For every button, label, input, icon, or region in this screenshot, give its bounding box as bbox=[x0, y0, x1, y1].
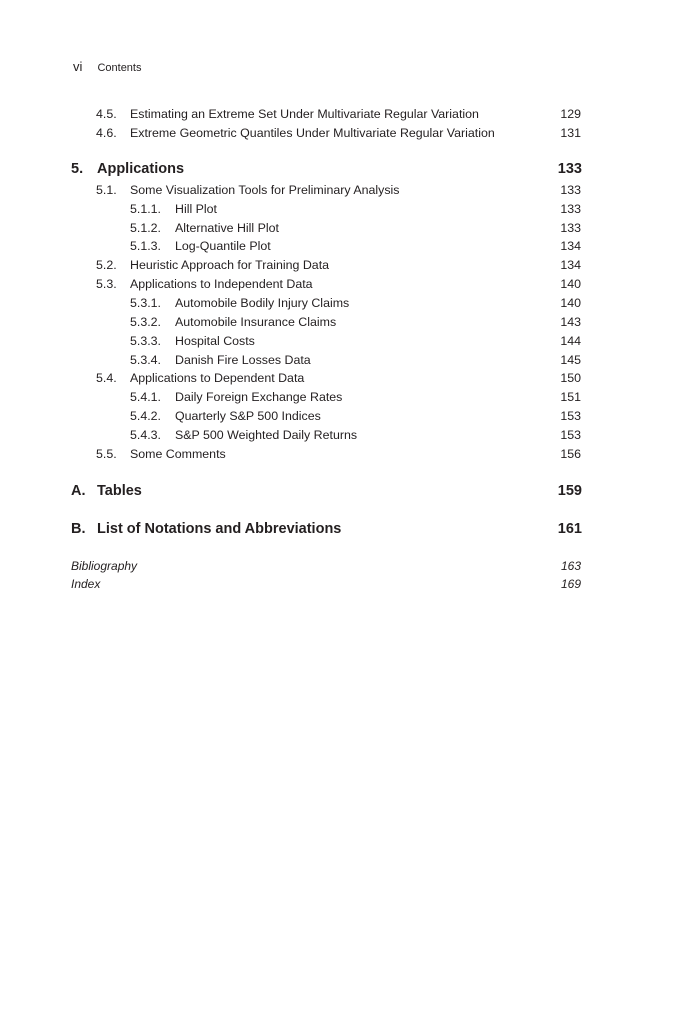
chapter-title: Applications bbox=[97, 161, 185, 177]
toc-entry[interactable] bbox=[0, 353, 682, 371]
entry-page: 133 bbox=[560, 202, 581, 216]
entry-number: 5.3.2. bbox=[130, 315, 162, 329]
entry-title: Hill Plot bbox=[175, 202, 217, 216]
toc-entry[interactable] bbox=[0, 183, 682, 201]
backmatter-title: Index bbox=[71, 577, 101, 591]
toc-entry[interactable] bbox=[0, 296, 682, 314]
running-header bbox=[73, 59, 141, 74]
entry-title: Some Visualization Tools for Preliminary Analysis bbox=[130, 183, 400, 197]
entry-page: 156 bbox=[560, 447, 581, 461]
entry-number: 5.4.2. bbox=[130, 409, 162, 423]
entry-number: 5.1.1. bbox=[130, 202, 162, 216]
entry-page: 134 bbox=[560, 258, 581, 272]
toc-chapter[interactable] bbox=[0, 483, 682, 503]
toc-entry[interactable] bbox=[0, 334, 682, 352]
chapter-number: B. bbox=[71, 521, 86, 537]
entry-page: 144 bbox=[560, 334, 581, 348]
backmatter-page: 163 bbox=[560, 559, 581, 573]
toc-entry[interactable] bbox=[0, 258, 682, 276]
chapter-page: 133 bbox=[557, 161, 582, 177]
entry-title: Daily Foreign Exchange Rates bbox=[175, 390, 343, 404]
entry-number: 5.1.3. bbox=[130, 239, 162, 253]
toc-entry[interactable] bbox=[0, 126, 682, 144]
entry-number: 5.4. bbox=[96, 371, 117, 385]
entry-number: 5.3.4. bbox=[130, 353, 162, 367]
entry-page: 129 bbox=[560, 107, 581, 121]
entry-page: 153 bbox=[560, 428, 581, 442]
chapter-number: 5. bbox=[71, 161, 84, 177]
entry-number: 5.3. bbox=[96, 277, 117, 291]
toc-entry[interactable] bbox=[0, 371, 682, 389]
chapter-page: 161 bbox=[557, 521, 582, 537]
entry-page: 140 bbox=[560, 296, 581, 310]
entry-number: 5.1.2. bbox=[130, 221, 162, 235]
entry-page: 153 bbox=[560, 409, 581, 423]
toc-chapter[interactable] bbox=[0, 521, 682, 541]
entry-page: 150 bbox=[560, 371, 581, 385]
running-title: Contents bbox=[97, 62, 142, 74]
entry-title: Automobile Insurance Claims bbox=[175, 315, 337, 329]
backmatter-title: Bibliography bbox=[71, 559, 138, 573]
chapter-title: Tables bbox=[97, 483, 142, 499]
entry-page: 131 bbox=[560, 126, 581, 140]
entry-page: 143 bbox=[560, 315, 581, 329]
entry-title: S&P 500 Weighted Daily Returns bbox=[175, 428, 358, 442]
backmatter-page: 169 bbox=[560, 577, 581, 591]
entry-title: Automobile Bodily Injury Claims bbox=[175, 296, 350, 310]
entry-page: 140 bbox=[560, 277, 581, 291]
entry-title: Estimating an Extreme Set Under Multivariate Regular Variation bbox=[130, 107, 479, 121]
toc-entry[interactable] bbox=[0, 428, 682, 446]
entry-number: 5.4.1. bbox=[130, 390, 162, 404]
chapter-number: A. bbox=[71, 483, 86, 499]
entry-number: 4.5. bbox=[96, 107, 117, 121]
chapter-title: List of Notations and Abbreviations bbox=[97, 521, 342, 537]
entry-title: Danish Fire Losses Data bbox=[175, 353, 311, 367]
entry-number: 5.4.3. bbox=[130, 428, 162, 442]
entry-number: 5.1. bbox=[96, 183, 117, 197]
entry-title: Hospital Costs bbox=[175, 334, 255, 348]
entry-title: Extreme Geometric Quantiles Under Multivariate Regular Variation bbox=[130, 126, 495, 140]
entry-title: Applications to Independent Data bbox=[130, 277, 313, 291]
entry-title: Applications to Dependent Data bbox=[130, 371, 305, 385]
entry-title: Some Comments bbox=[130, 447, 226, 461]
entry-page: 133 bbox=[560, 221, 581, 235]
toc-entry[interactable] bbox=[0, 390, 682, 408]
entry-number: 5.5. bbox=[96, 447, 117, 461]
toc-entry[interactable] bbox=[0, 409, 682, 427]
entry-page: 145 bbox=[560, 353, 581, 367]
entry-page: 133 bbox=[560, 183, 581, 197]
entry-page: 151 bbox=[560, 390, 581, 404]
entry-number: 5.3.3. bbox=[130, 334, 162, 348]
toc-backmatter[interactable] bbox=[0, 559, 682, 577]
entry-number: 4.6. bbox=[96, 126, 117, 140]
entry-title: Alternative Hill Plot bbox=[175, 221, 279, 235]
toc-entry[interactable] bbox=[0, 239, 682, 257]
toc-chapter[interactable] bbox=[0, 161, 682, 181]
toc-entry[interactable] bbox=[0, 221, 682, 239]
entry-title: Quarterly S&P 500 Indices bbox=[175, 409, 321, 423]
toc-entry[interactable] bbox=[0, 107, 682, 125]
entry-page: 134 bbox=[560, 239, 581, 253]
page-number: vi bbox=[73, 59, 83, 74]
toc-entry[interactable] bbox=[0, 277, 682, 295]
entry-title: Heuristic Approach for Training Data bbox=[130, 258, 330, 272]
toc-entry[interactable] bbox=[0, 315, 682, 333]
toc-backmatter[interactable] bbox=[0, 577, 682, 595]
entry-number: 5.3.1. bbox=[130, 296, 162, 310]
entry-number: 5.2. bbox=[96, 258, 117, 272]
entry-title: Log-Quantile Plot bbox=[175, 239, 271, 253]
toc-entry[interactable] bbox=[0, 202, 682, 220]
toc-entry[interactable] bbox=[0, 447, 682, 465]
chapter-page: 159 bbox=[557, 483, 582, 499]
